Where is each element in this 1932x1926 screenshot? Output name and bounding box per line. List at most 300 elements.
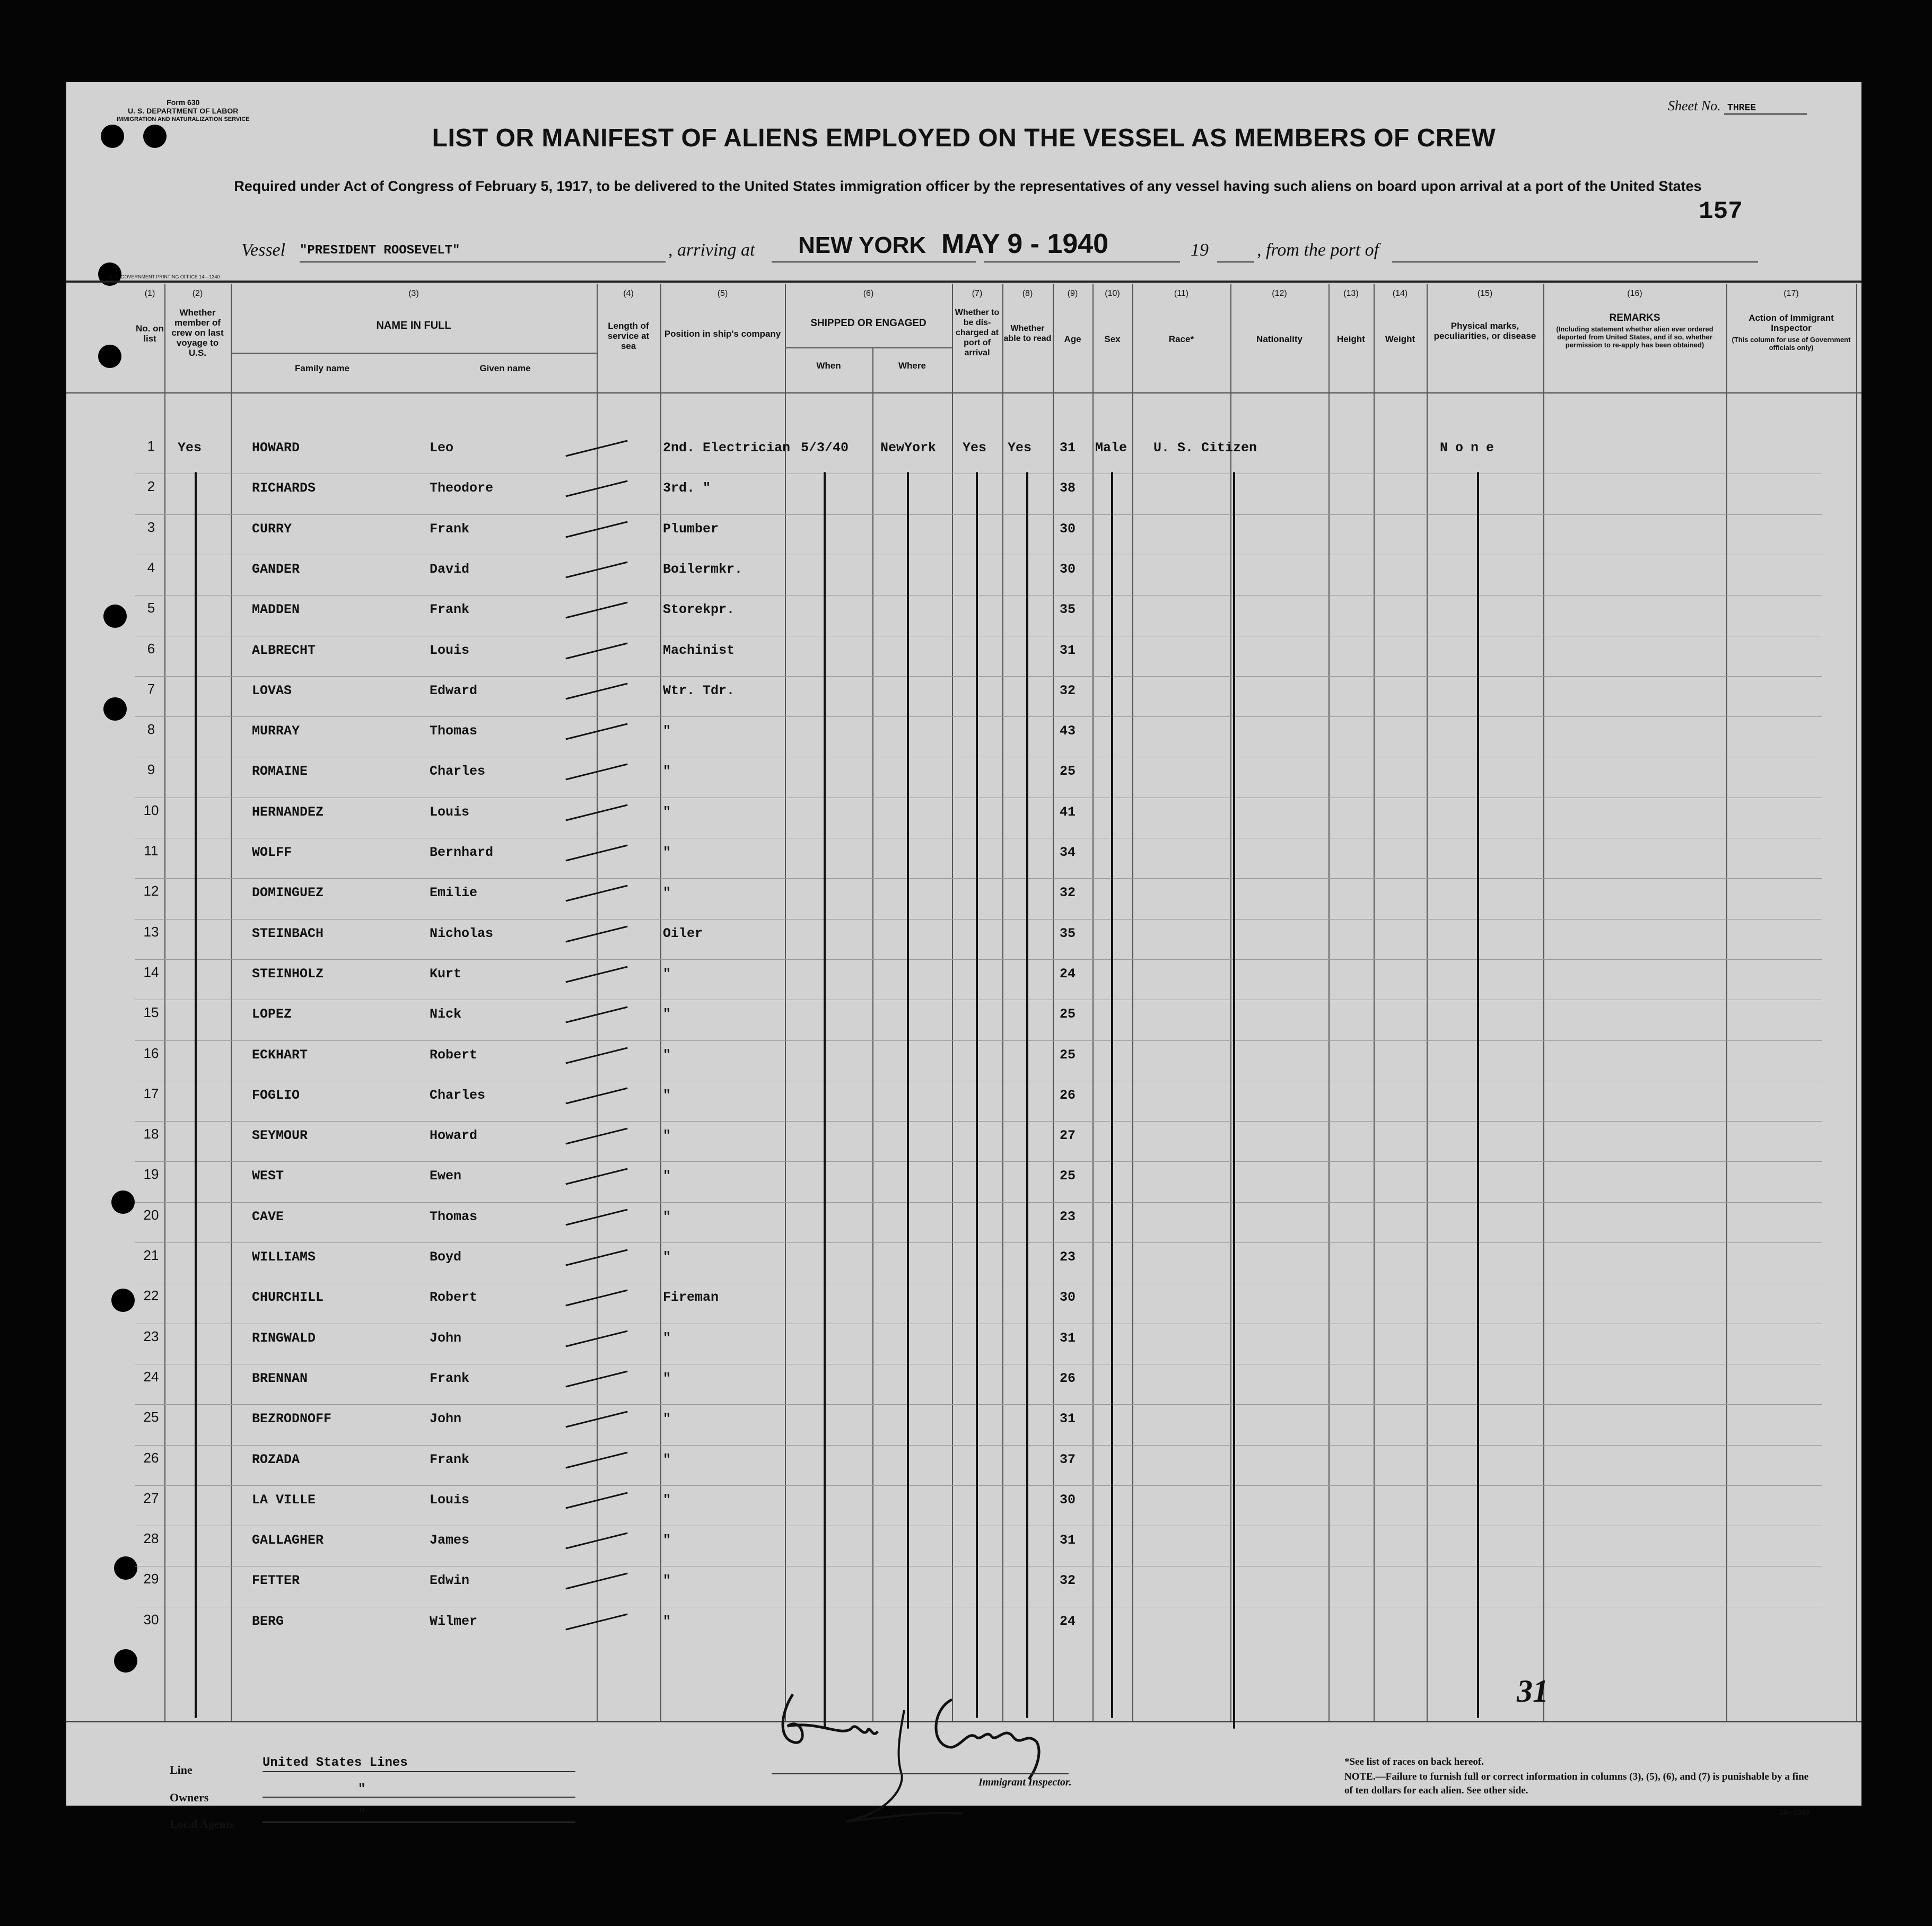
age: 30	[1060, 1492, 1076, 1508]
column-header-position: Position in ship's company	[664, 329, 781, 339]
table-row	[66, 435, 1861, 475]
service-length-tick	[565, 1492, 627, 1509]
column-number: (17)	[1784, 289, 1799, 298]
age: 24	[1060, 1613, 1076, 1629]
given-name: Louis	[430, 1492, 470, 1508]
given-name: Louis	[430, 642, 470, 658]
age: 30	[1060, 1290, 1076, 1306]
ditto-stroke	[1026, 472, 1028, 1718]
position: "	[663, 1613, 671, 1629]
table-row	[66, 1406, 1861, 1446]
row-number: 6	[147, 640, 155, 656]
family-name: RINGWALD	[252, 1330, 316, 1346]
position: "	[663, 1209, 671, 1224]
service-length-tick	[565, 1249, 627, 1266]
column-number: (13)	[1343, 289, 1359, 298]
column-number: (3)	[408, 289, 419, 298]
row-number: 25	[143, 1409, 159, 1425]
age: 23	[1060, 1209, 1076, 1224]
family-name: ALBRECHT	[252, 642, 316, 658]
position: Oiler	[663, 925, 703, 941]
name-subheader-rule	[231, 353, 597, 354]
table-row	[66, 718, 1861, 758]
given-name: Kurt	[430, 966, 462, 982]
given-name: Emilie	[430, 885, 478, 901]
line-label: Line	[170, 1763, 193, 1776]
position: 2nd. Electrician	[663, 440, 791, 456]
column-header-given-name: Given name	[479, 363, 531, 373]
table-row	[66, 1082, 1861, 1123]
row-rule	[135, 919, 1822, 920]
given-name: Boyd	[430, 1249, 462, 1265]
header-bottom-rule	[66, 392, 1861, 393]
ditto-stroke	[1111, 472, 1113, 1718]
given-name: Thomas	[430, 723, 478, 739]
family-name: ECKHART	[252, 1047, 308, 1063]
family-name: MADDEN	[252, 602, 300, 618]
family-name: WOLFF	[252, 845, 292, 860]
service-length-tick	[565, 1006, 627, 1023]
sheet-number-value: THREE	[1724, 103, 1807, 115]
age: 24	[1060, 966, 1076, 982]
manifest-sheet	[66, 82, 1861, 1831]
family-name: HERNANDEZ	[252, 804, 324, 820]
table-row	[66, 799, 1861, 839]
service-length-tick	[565, 1613, 627, 1630]
column-number: (2)	[192, 289, 203, 298]
position: "	[663, 1128, 671, 1144]
row-number: 9	[147, 761, 155, 778]
line-value: United States Lines	[263, 1755, 575, 1772]
position: "	[663, 723, 671, 739]
column-number: (6)	[863, 289, 874, 298]
given-name: Ewen	[430, 1168, 462, 1184]
age: 31	[1060, 1330, 1076, 1346]
service-length-tick	[565, 1533, 627, 1549]
position: Wtr. Tdr.	[663, 682, 735, 698]
row-rule	[135, 1445, 1822, 1446]
service-length-tick	[565, 1370, 627, 1387]
table-row	[66, 1527, 1861, 1568]
table-row	[66, 758, 1861, 799]
page-title: LIST OR MANIFEST OF ALIENS EMPLOYED ON THE VESSEL AS MEMBERS OF CREW	[432, 124, 1496, 152]
service-length-tick	[565, 480, 627, 497]
row-number: 13	[143, 923, 159, 940]
age: 25	[1060, 764, 1076, 780]
ditto-stroke	[976, 472, 978, 1718]
punch-hole	[114, 1649, 137, 1673]
column-header-sex: Sex	[1104, 334, 1121, 344]
table-row	[66, 637, 1861, 678]
local-agents-value: "	[263, 1807, 575, 1823]
column-number: (15)	[1477, 289, 1493, 298]
age: 25	[1060, 1006, 1076, 1022]
from-port-line	[1392, 240, 1758, 262]
table-row	[66, 475, 1861, 515]
age: 35	[1060, 602, 1076, 618]
punch-hole	[98, 345, 121, 368]
family-name: BEZRODNOFF	[252, 1411, 332, 1427]
position: "	[663, 1168, 671, 1184]
column-number: (4)	[623, 289, 634, 298]
service-length-tick	[565, 1330, 627, 1347]
column-header-nationality: Nationality	[1256, 334, 1302, 344]
local-agents-label: Local Agents	[170, 1817, 234, 1831]
family-name: BRENNAN	[252, 1370, 308, 1386]
column-header-weight: Weight	[1385, 334, 1415, 344]
table-row	[66, 1365, 1861, 1406]
given-name: Theodore	[430, 480, 494, 496]
family-name: RICHARDS	[252, 480, 316, 496]
row-number: 23	[143, 1328, 159, 1344]
column-header-crew: Whether member of crew on last voyage to U.S.	[171, 308, 224, 358]
given-name: Edwin	[430, 1573, 470, 1589]
age: 37	[1060, 1451, 1076, 1467]
service-length-tick	[565, 561, 627, 578]
service-length-tick	[565, 723, 627, 740]
given-name: Frank	[430, 1451, 470, 1467]
sheet-number	[1668, 98, 1807, 115]
row-number: 16	[143, 1045, 159, 1061]
column-number: (16)	[1627, 289, 1642, 298]
page-subtitle: Required under Act of Congress of February 5, 1917, to be delivered to the United States immigration officer by the representatives of any vessel having such aliens on board upon arrival at a port of the United States	[234, 178, 1702, 194]
service-name: IMMIGRATION AND NATURALIZATION SERVICE	[117, 116, 250, 122]
position: "	[663, 1249, 671, 1265]
age: 43	[1060, 723, 1076, 739]
given-name: John	[430, 1330, 462, 1346]
given-name: Bernhard	[430, 845, 494, 860]
position: Machinist	[663, 642, 735, 658]
table-row	[66, 1244, 1861, 1284]
given-name: Robert	[430, 1047, 478, 1063]
column-header-shipped: SHIPPED OR ENGAGED	[810, 318, 926, 329]
given-name: James	[430, 1533, 470, 1548]
column-header-when: When	[816, 361, 841, 371]
row-number: 24	[143, 1368, 159, 1385]
table-row	[66, 556, 1861, 597]
family-name: LA VILLE	[252, 1492, 316, 1508]
row-rule	[135, 676, 1822, 677]
service-length-tick	[565, 1128, 627, 1145]
column-header-race: Race*	[1168, 334, 1194, 344]
row-rule	[135, 878, 1822, 879]
service-length-tick	[565, 1290, 627, 1307]
row-rule	[135, 595, 1822, 596]
age: 30	[1060, 561, 1076, 577]
arriving-label: , arriving at	[668, 240, 755, 260]
family-name: WILLIAMS	[252, 1249, 316, 1265]
given-name: Thomas	[430, 1209, 478, 1224]
form-number: Form 630	[167, 98, 200, 107]
tally-count: 31	[1517, 1674, 1549, 1709]
column-header-remarks-note: (Including statement whether alien ever ordered deported from United States, and if so, whether permission to re-apply has been obtained)	[1556, 325, 1714, 349]
row-rule	[135, 1161, 1822, 1162]
table-row	[66, 1568, 1861, 1608]
row-number: 21	[143, 1247, 159, 1263]
table-row	[66, 678, 1861, 718]
age: 35	[1060, 925, 1076, 941]
age: 27	[1060, 1128, 1076, 1144]
department-name: U. S. DEPARTMENT OF LABOR	[128, 107, 239, 115]
given-name: Nick	[430, 1006, 462, 1022]
service-length-tick	[565, 966, 627, 983]
position: "	[663, 966, 671, 982]
row-number: 2	[147, 478, 155, 495]
column-header-name: NAME IN FULL	[376, 320, 451, 331]
owners-value: "	[263, 1782, 575, 1798]
page-number: 157	[1699, 198, 1743, 225]
row-number: 22	[143, 1288, 159, 1304]
year-label: 19	[1191, 240, 1209, 260]
family-name: FOGLIO	[252, 1087, 300, 1103]
table-row	[66, 1487, 1861, 1527]
form-identifier	[117, 98, 250, 124]
family-name: STEINHOLZ	[252, 966, 324, 982]
shipped-subheader-rule	[785, 347, 952, 348]
table-row	[66, 1123, 1861, 1163]
row-number: 1	[147, 438, 155, 454]
table-row	[66, 880, 1861, 920]
family-name: HOWARD	[252, 440, 300, 456]
form-code: 14—1340	[1779, 1808, 1809, 1816]
family-name: ROZADA	[252, 1451, 300, 1467]
row-rule	[135, 1202, 1822, 1203]
ditto-stroke	[1233, 472, 1235, 1729]
able-to-read: Yes	[1008, 440, 1032, 456]
age: 41	[1060, 804, 1076, 820]
service-length-tick	[565, 1209, 627, 1225]
table-row	[66, 961, 1861, 1001]
row-rule	[135, 1404, 1822, 1405]
row-number: 3	[147, 519, 155, 535]
position: "	[663, 1451, 671, 1467]
family-name: DOMINGUEZ	[252, 885, 324, 901]
given-name: Louis	[430, 804, 470, 820]
position: "	[663, 1492, 671, 1508]
shipped-where: NewYork	[880, 440, 937, 456]
given-name: Frank	[430, 521, 470, 537]
ditto-stroke	[195, 472, 197, 1718]
given-name: Frank	[430, 1370, 470, 1386]
position: "	[663, 1573, 671, 1589]
row-number: 20	[143, 1206, 159, 1223]
row-number: 29	[143, 1571, 159, 1587]
age: 26	[1060, 1087, 1076, 1103]
age: 34	[1060, 845, 1076, 860]
discharged: Yes	[963, 440, 987, 456]
table-row	[66, 1204, 1861, 1244]
row-number: 19	[143, 1166, 159, 1183]
family-name: STEINBACH	[252, 925, 324, 941]
family-name: LOPEZ	[252, 1006, 292, 1022]
position: "	[663, 1533, 671, 1548]
row-number: 10	[143, 802, 159, 818]
service-length-tick	[565, 845, 627, 862]
row-number: 18	[143, 1126, 159, 1142]
column-header-inspector: Action of Immigrant Inspector	[1749, 313, 1834, 333]
physical-marks: None	[1440, 440, 1502, 456]
vessel-name: "PRESIDENT ROOSEVELT"	[300, 240, 666, 262]
position: 3rd. "	[663, 480, 711, 496]
age: 31	[1060, 440, 1076, 456]
column-header-marks: Physical marks, peculiarities, or disease	[1433, 321, 1536, 341]
column-number: (5)	[717, 289, 728, 298]
table-row	[66, 839, 1861, 880]
row-number: 27	[143, 1490, 159, 1506]
row-rule	[135, 716, 1822, 717]
row-number: 30	[143, 1611, 159, 1627]
age: 32	[1060, 682, 1076, 698]
position: "	[663, 885, 671, 901]
service-length-tick	[565, 1047, 627, 1064]
column-header-family-name: Family name	[295, 363, 349, 373]
family-name: LOVAS	[252, 682, 292, 698]
position: "	[663, 1006, 671, 1022]
row-number: 26	[143, 1449, 159, 1466]
service-length-tick	[565, 1451, 627, 1468]
row-rule	[135, 959, 1822, 960]
row-rule	[135, 1121, 1822, 1122]
table-row	[66, 597, 1861, 637]
column-header-height: Height	[1337, 334, 1365, 344]
position: "	[663, 1087, 671, 1103]
column-header-remarks: REMARKS	[1609, 312, 1660, 323]
given-name: David	[430, 561, 470, 577]
ditto-stroke	[1477, 472, 1479, 1718]
column-number: (14)	[1392, 289, 1408, 298]
position: "	[663, 804, 671, 820]
penalty-note: NOTE.—Failure to furnish full or correct information in columns (3), (5), (6), and (7) is punishable by a fine of ten dollars for each alien. See other side.	[1344, 1771, 1809, 1796]
table-row	[66, 1608, 1861, 1649]
from-port-label: , from the port of	[1257, 240, 1379, 260]
given-name: Edward	[430, 682, 478, 698]
races-note: *See list of races on back hereof.	[1344, 1756, 1484, 1767]
family-name: MURRAY	[252, 723, 300, 739]
owners-label: Owners	[170, 1791, 209, 1804]
family-name: SEYMOUR	[252, 1128, 308, 1144]
ditto-stroke	[907, 472, 909, 1729]
position: "	[663, 1411, 671, 1427]
row-number: 11	[144, 843, 159, 859]
vessel-label: Vessel	[241, 240, 286, 260]
column-header-service: Length of service at sea	[607, 321, 650, 351]
family-name: FETTER	[252, 1573, 300, 1589]
crew-on-last-voyage: Yes	[178, 440, 202, 456]
position: "	[663, 764, 671, 780]
position: Boilermkr.	[663, 561, 743, 577]
row-number: 28	[143, 1530, 159, 1547]
given-name: Wilmer	[430, 1613, 478, 1629]
column-header-discharged: Whether to be dis-charged at port of arrival	[955, 308, 1000, 357]
service-length-tick	[565, 885, 627, 902]
family-name: WEST	[252, 1168, 284, 1184]
family-name: BERG	[252, 1613, 284, 1629]
inspector-signature	[772, 1678, 1079, 1837]
column-number: (9)	[1067, 289, 1078, 298]
row-number: 7	[147, 680, 155, 697]
service-length-tick	[565, 1411, 627, 1428]
service-length-tick	[565, 1573, 627, 1590]
given-name: Robert	[430, 1290, 478, 1306]
age: 25	[1060, 1047, 1076, 1063]
service-length-tick	[565, 1168, 627, 1185]
age: 32	[1060, 885, 1076, 901]
row-number: 14	[143, 964, 159, 980]
row-number: 12	[143, 883, 159, 899]
given-name: Leo	[430, 440, 454, 456]
age: 23	[1060, 1249, 1076, 1265]
family-name: CAVE	[252, 1209, 284, 1224]
table-row	[66, 1325, 1861, 1365]
service-length-tick	[565, 521, 627, 538]
age: 31	[1060, 1533, 1076, 1548]
family-name: CURRY	[252, 521, 292, 537]
race: U. S. Citizen	[1153, 440, 1257, 456]
table-row	[66, 1284, 1861, 1325]
table-row	[66, 516, 1861, 556]
column-number: (10)	[1105, 289, 1120, 298]
sex: Male	[1095, 440, 1127, 456]
year-line	[1217, 240, 1254, 262]
column-number: (1)	[144, 289, 155, 298]
row-number: 4	[147, 559, 155, 575]
inspector-label: Immigrant Inspector.	[978, 1776, 1072, 1788]
service-length-tick	[565, 642, 627, 659]
table-row	[66, 1001, 1861, 1041]
arrival-port: NEW YORK	[798, 232, 926, 258]
position: "	[663, 1047, 671, 1063]
age: 26	[1060, 1370, 1076, 1386]
row-number: 8	[147, 721, 155, 738]
table-top-rule	[66, 281, 1861, 283]
column-header-where: Where	[898, 361, 926, 371]
row-rule	[135, 1485, 1822, 1486]
service-length-tick	[565, 602, 627, 619]
row-rule	[135, 1242, 1822, 1243]
age: 38	[1060, 480, 1076, 496]
column-number: (7)	[972, 289, 983, 298]
age: 32	[1060, 1573, 1076, 1589]
age: 31	[1060, 1411, 1076, 1427]
row-rule	[135, 514, 1822, 515]
table-row	[66, 1447, 1861, 1487]
service-length-tick	[565, 925, 627, 942]
service-length-tick	[565, 1087, 627, 1104]
table-row	[66, 921, 1861, 961]
family-name: ROMAINE	[252, 764, 308, 780]
given-name: Frank	[430, 602, 470, 618]
sheet-number-label: Sheet No.	[1668, 98, 1721, 113]
family-name: GANDER	[252, 561, 300, 577]
row-number: 15	[143, 1004, 159, 1021]
service-length-tick	[565, 682, 627, 699]
row-number: 5	[147, 600, 155, 616]
table-row	[66, 1163, 1861, 1203]
position: Fireman	[663, 1290, 719, 1306]
row-rule	[135, 1040, 1822, 1041]
family-name: CHURCHILL	[252, 1290, 324, 1306]
given-name: Charles	[430, 1087, 486, 1103]
column-header-age: Age	[1064, 334, 1081, 344]
column-header-no: No. on list	[136, 323, 164, 344]
given-name: Howard	[430, 1128, 478, 1144]
service-length-tick	[565, 764, 627, 781]
table-row	[66, 1042, 1861, 1082]
row-number: 17	[143, 1085, 159, 1101]
position: Plumber	[663, 521, 719, 537]
given-name: John	[430, 1411, 462, 1427]
column-header-inspector-note: (This column for use of Government officials only)	[1732, 336, 1851, 352]
